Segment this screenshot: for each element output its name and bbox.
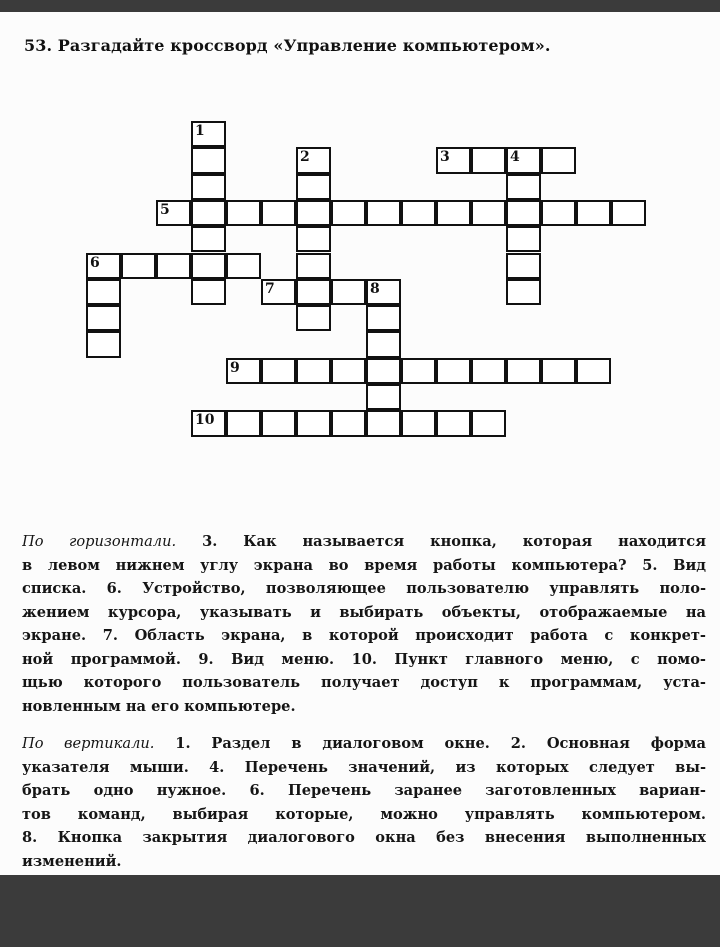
crossword-cell[interactable] <box>296 410 331 436</box>
clue-line <box>22 803 706 827</box>
crossword-cell[interactable] <box>436 200 471 226</box>
crossword-cell[interactable] <box>191 279 226 305</box>
crossword-cell[interactable] <box>331 200 366 226</box>
crossword-cell[interactable] <box>331 279 366 305</box>
crossword-cell[interactable] <box>506 226 541 252</box>
crossword-cell[interactable] <box>226 410 261 436</box>
crossword-cell[interactable] <box>86 253 121 279</box>
clue-text: щью которого пользователь получает доступ к программам, уста- <box>22 674 706 691</box>
crossword-cell[interactable] <box>401 410 436 436</box>
clue-heading: По горизонтали. <box>22 533 177 550</box>
crossword-cell[interactable] <box>261 279 296 305</box>
crossword-cell[interactable] <box>191 226 226 252</box>
clue-number: 2 <box>300 149 310 166</box>
crossword-cell[interactable] <box>296 305 331 331</box>
crossword-cell[interactable] <box>296 226 331 252</box>
crossword-cell[interactable] <box>366 358 401 384</box>
clue-text: экране. 7. Область экрана, в которой происходит работа с конкрет- <box>22 627 706 644</box>
clue-number: 3 <box>440 149 450 166</box>
crossword-cell[interactable] <box>506 174 541 200</box>
crossword-cell[interactable] <box>541 358 576 384</box>
clue-text: тов команд, выбирая которые, можно управлять компьютером. <box>22 805 706 823</box>
clue-text: ной программой. 9. Вид меню. 10. Пункт главного меню, с помо- <box>22 650 706 668</box>
clue-number: 4 <box>510 149 520 166</box>
clue-line <box>22 577 706 601</box>
crossword-cell[interactable] <box>191 200 226 226</box>
document-page <box>0 12 720 875</box>
clue-text: жением курсора, указывать и выбирать объекты, отображаемые на <box>22 603 706 621</box>
crossword-cell[interactable] <box>86 279 121 305</box>
crossword-cell[interactable] <box>366 305 401 331</box>
clue-text: новленным на его компьютере. <box>22 697 296 715</box>
clue-text: указателя мыши. 4. Перечень значений, из которых следует вы- <box>22 758 706 776</box>
clue-number: 8 <box>370 280 380 297</box>
crossword-cell[interactable] <box>506 358 541 384</box>
crossword-cell[interactable] <box>436 147 471 173</box>
crossword-cell[interactable] <box>261 410 296 436</box>
crossword-cell[interactable] <box>226 358 261 384</box>
clue-line <box>22 695 706 719</box>
crossword-cell[interactable] <box>471 200 506 226</box>
crossword-cell[interactable] <box>366 200 401 226</box>
crossword-cell[interactable] <box>471 358 506 384</box>
crossword-cell[interactable] <box>296 147 331 173</box>
clue-text: в левом нижнем углу экрана во время работы компьютера? 5. Вид <box>22 556 706 574</box>
crossword-cell[interactable] <box>471 410 506 436</box>
clue-heading: По вертикали. <box>22 735 155 752</box>
clue-text: брать одно нужное. 6. Перечень заранее заготовленных вариан- <box>22 782 706 799</box>
clue-line <box>22 601 706 625</box>
clue-line <box>22 624 706 648</box>
crossword-cell[interactable] <box>121 253 156 279</box>
crossword-cell[interactable] <box>226 200 261 226</box>
clue-line <box>22 850 706 874</box>
clue-text: 1. Раздел в диалоговом окне. 2. Основная форма <box>175 735 706 752</box>
crossword-cell[interactable] <box>226 253 261 279</box>
crossword-cell[interactable] <box>331 358 366 384</box>
clues-down <box>22 732 706 873</box>
crossword-cell[interactable] <box>191 121 226 147</box>
crossword-cell[interactable] <box>541 147 576 173</box>
clue-line <box>22 554 706 578</box>
clue-line <box>22 732 706 756</box>
crossword-cell[interactable] <box>611 200 646 226</box>
clue-number: 10 <box>195 412 215 429</box>
crossword-cell[interactable] <box>296 174 331 200</box>
clue-line <box>22 826 706 850</box>
crossword-grid <box>0 12 720 512</box>
crossword-cell[interactable] <box>331 410 366 436</box>
clue-number: 5 <box>160 201 170 218</box>
clues-across <box>22 530 706 718</box>
crossword-cell[interactable] <box>191 174 226 200</box>
clue-number: 9 <box>230 359 240 376</box>
crossword-cell[interactable] <box>296 200 331 226</box>
crossword-cell[interactable] <box>506 253 541 279</box>
crossword-cell[interactable] <box>541 200 576 226</box>
clue-line <box>22 779 706 803</box>
crossword-cell[interactable] <box>296 358 331 384</box>
crossword-cell[interactable] <box>86 305 121 331</box>
crossword-cell[interactable] <box>506 279 541 305</box>
clue-line <box>22 648 706 672</box>
clue-number: 1 <box>195 123 205 139</box>
crossword-cell[interactable] <box>86 331 121 357</box>
clue-text: списка. 6. Устройство, позволяющее пользователю управлять поло- <box>22 580 706 597</box>
exercise-title: 53. Разгадайте кроссворд «Управление компьютером». <box>24 36 551 55</box>
crossword-cell[interactable] <box>576 358 611 384</box>
crossword-cell[interactable] <box>366 410 401 436</box>
crossword-cell[interactable] <box>261 200 296 226</box>
crossword-cell[interactable] <box>401 200 436 226</box>
crossword-cell[interactable] <box>296 253 331 279</box>
crossword-cell[interactable] <box>401 358 436 384</box>
clue-text: изменений. <box>22 852 122 870</box>
clue-number: 7 <box>265 280 275 297</box>
crossword-cell[interactable] <box>506 147 541 173</box>
crossword-cell[interactable] <box>261 358 296 384</box>
top-bar <box>0 0 720 12</box>
crossword-cell[interactable] <box>156 200 191 226</box>
crossword-cell[interactable] <box>191 147 226 173</box>
crossword-cell[interactable] <box>471 147 506 173</box>
crossword-cell[interactable] <box>366 384 401 410</box>
crossword-cell[interactable] <box>506 200 541 226</box>
crossword-cell[interactable] <box>366 331 401 357</box>
crossword-cell[interactable] <box>366 279 401 305</box>
crossword-cell[interactable] <box>296 279 331 305</box>
crossword-cell[interactable] <box>436 410 471 436</box>
clue-text: 8. Кнопка закрытия диалогового окна без внесения выполненных <box>22 829 706 846</box>
clue-number: 6 <box>90 254 100 271</box>
clue-text: 3. Как называется кнопка, которая находится <box>202 533 706 550</box>
crossword-cell[interactable] <box>191 410 226 436</box>
clue-line <box>22 756 706 780</box>
crossword-cell[interactable] <box>156 253 191 279</box>
clue-line <box>22 671 706 695</box>
clue-line <box>22 530 706 554</box>
crossword-cell[interactable] <box>191 253 226 279</box>
crossword-cell[interactable] <box>436 358 471 384</box>
crossword-cell[interactable] <box>576 200 611 226</box>
